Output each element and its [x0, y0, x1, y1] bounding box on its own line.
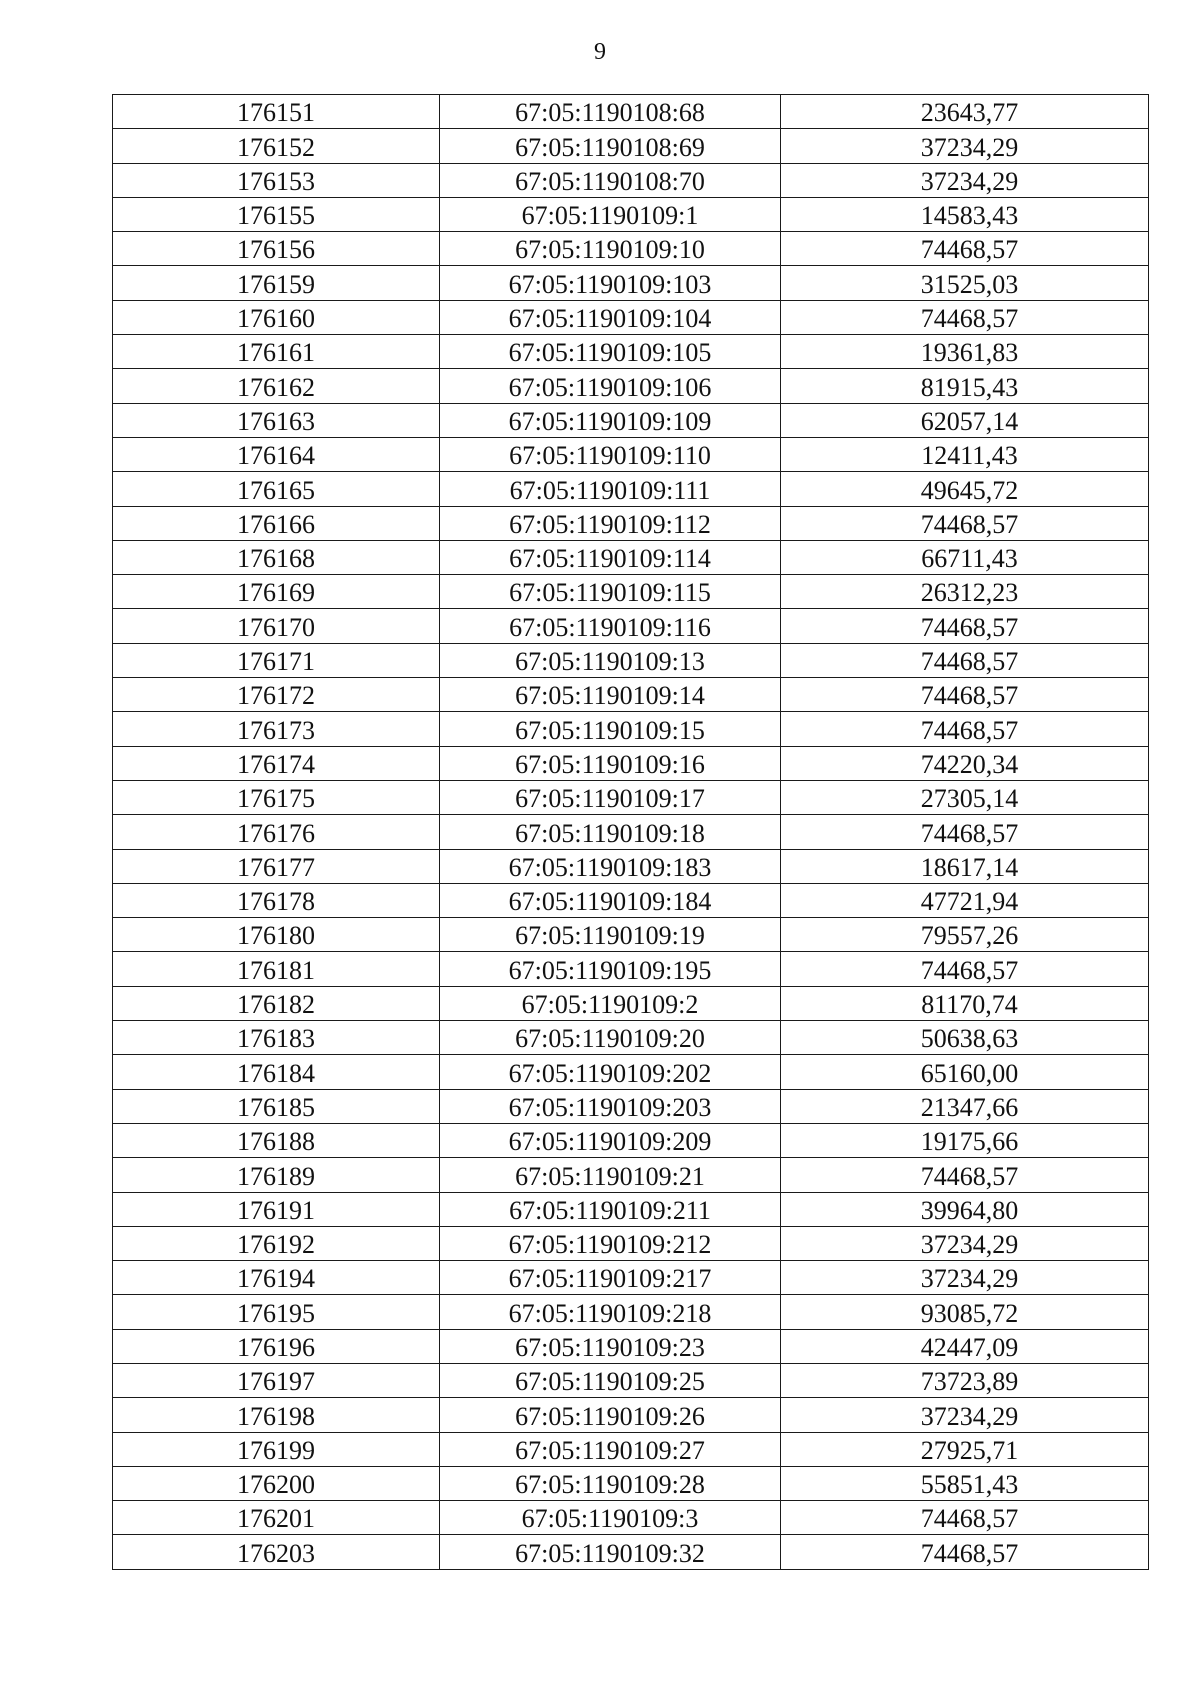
row-number-cell: 176155	[113, 197, 440, 231]
table-row	[113, 266, 1149, 300]
cadastral-value-cell: 37234,29	[781, 129, 1149, 163]
row-number-cell: 176188	[113, 1123, 440, 1157]
table-row	[113, 335, 1149, 369]
row-number-cell: 176197	[113, 1363, 440, 1397]
table-row	[113, 815, 1149, 849]
cadastral-value-cell: 74468,57	[781, 300, 1149, 334]
row-number-cell: 176178	[113, 883, 440, 917]
table-row	[113, 540, 1149, 574]
table-row	[113, 472, 1149, 506]
row-number-cell: 176183	[113, 1021, 440, 1055]
cadastral-number-cell: 67:05:1190109:14	[440, 678, 781, 712]
cadastral-number-cell: 67:05:1190109:19	[440, 918, 781, 952]
cadastral-value-cell: 19361,83	[781, 335, 1149, 369]
cadastral-value-cell: 73723,89	[781, 1363, 1149, 1397]
row-number-cell: 176161	[113, 335, 440, 369]
cadastral-value-cell: 27305,14	[781, 780, 1149, 814]
cadastral-number-cell: 67:05:1190109:32	[440, 1535, 781, 1569]
row-number-cell: 176174	[113, 746, 440, 780]
table-row	[113, 780, 1149, 814]
table-row	[113, 1055, 1149, 1089]
cadastral-value-cell: 23643,77	[781, 95, 1149, 129]
row-number-cell: 176153	[113, 163, 440, 197]
cadastral-number-cell: 67:05:1190109:218	[440, 1295, 781, 1329]
cadastral-number-cell: 67:05:1190109:26	[440, 1398, 781, 1432]
cadastral-number-cell: 67:05:1190109:112	[440, 506, 781, 540]
row-number-cell: 176198	[113, 1398, 440, 1432]
row-number-cell: 176201	[113, 1501, 440, 1535]
cadastral-value-cell: 74468,57	[781, 678, 1149, 712]
cadastral-value-cell: 27925,71	[781, 1432, 1149, 1466]
page-number: 9	[594, 39, 606, 65]
row-number-cell: 176194	[113, 1261, 440, 1295]
row-number-cell: 176175	[113, 780, 440, 814]
row-number-cell: 176185	[113, 1089, 440, 1123]
row-number-cell: 176169	[113, 575, 440, 609]
table-row	[113, 575, 1149, 609]
cadastral-number-cell: 67:05:1190109:195	[440, 952, 781, 986]
cadastral-number-cell: 67:05:1190109:23	[440, 1329, 781, 1363]
cadastral-value-cell: 37234,29	[781, 1398, 1149, 1432]
cadastral-number-cell: 67:05:1190109:21	[440, 1158, 781, 1192]
cadastral-number-cell: 67:05:1190109:211	[440, 1192, 781, 1226]
cadastral-number-cell: 67:05:1190109:10	[440, 232, 781, 266]
cadastral-value-cell: 74468,57	[781, 643, 1149, 677]
table-row	[113, 678, 1149, 712]
table-row	[113, 643, 1149, 677]
cadastral-number-cell: 67:05:1190109:3	[440, 1501, 781, 1535]
table-row	[113, 300, 1149, 334]
cadastral-value-cell: 37234,29	[781, 163, 1149, 197]
cadastral-value-cell: 26312,23	[781, 575, 1149, 609]
table-row	[113, 1432, 1149, 1466]
table-row	[113, 1021, 1149, 1055]
row-number-cell: 176166	[113, 506, 440, 540]
cadastral-value-cell: 37234,29	[781, 1261, 1149, 1295]
row-number-cell: 176191	[113, 1192, 440, 1226]
cadastral-value-cell: 74468,57	[781, 1535, 1149, 1569]
cadastral-value-cell: 74468,57	[781, 1501, 1149, 1535]
table-row	[113, 1261, 1149, 1295]
table-row	[113, 95, 1149, 129]
row-number-cell: 176196	[113, 1329, 440, 1363]
cadastral-number-cell: 67:05:1190109:209	[440, 1123, 781, 1157]
cadastral-number-cell: 67:05:1190109:28	[440, 1466, 781, 1500]
cadastral-value-cell: 79557,26	[781, 918, 1149, 952]
cadastral-number-cell: 67:05:1190109:17	[440, 780, 781, 814]
cadastral-number-cell: 67:05:1190108:68	[440, 95, 781, 129]
cadastral-value-cell: 19175,66	[781, 1123, 1149, 1157]
cadastral-number-cell: 67:05:1190109:103	[440, 266, 781, 300]
row-number-cell: 176165	[113, 472, 440, 506]
cadastral-number-cell: 67:05:1190108:69	[440, 129, 781, 163]
cadastral-number-cell: 67:05:1190109:20	[440, 1021, 781, 1055]
table-row	[113, 197, 1149, 231]
table-row	[113, 1535, 1149, 1569]
table-row	[113, 883, 1149, 917]
cadastral-value-table	[112, 94, 1149, 1570]
cadastral-value-cell: 74468,57	[781, 1158, 1149, 1192]
cadastral-number-cell: 67:05:1190109:13	[440, 643, 781, 677]
table-row	[113, 1501, 1149, 1535]
cadastral-value-cell: 14583,43	[781, 197, 1149, 231]
row-number-cell: 176168	[113, 540, 440, 574]
cadastral-value-cell: 12411,43	[781, 437, 1149, 471]
cadastral-value-cell: 49645,72	[781, 472, 1149, 506]
table-row	[113, 1226, 1149, 1260]
table-row	[113, 1089, 1149, 1123]
cadastral-number-cell: 67:05:1190109:184	[440, 883, 781, 917]
row-number-cell: 176189	[113, 1158, 440, 1192]
row-number-cell: 176184	[113, 1055, 440, 1089]
cadastral-number-cell: 67:05:1190109:27	[440, 1432, 781, 1466]
row-number-cell: 176192	[113, 1226, 440, 1260]
table-row	[113, 1329, 1149, 1363]
cadastral-value-cell: 65160,00	[781, 1055, 1149, 1089]
table-row	[113, 1295, 1149, 1329]
row-number-cell: 176181	[113, 952, 440, 986]
cadastral-number-cell: 67:05:1190109:183	[440, 849, 781, 883]
cadastral-number-cell: 67:05:1190109:115	[440, 575, 781, 609]
row-number-cell: 176173	[113, 712, 440, 746]
cadastral-value-cell: 50638,63	[781, 1021, 1149, 1055]
table-row	[113, 369, 1149, 403]
cadastral-value-cell: 74468,57	[781, 609, 1149, 643]
cadastral-value-cell: 93085,72	[781, 1295, 1149, 1329]
cadastral-number-cell: 67:05:1190109:106	[440, 369, 781, 403]
cadastral-number-cell: 67:05:1190108:70	[440, 163, 781, 197]
cadastral-number-cell: 67:05:1190109:15	[440, 712, 781, 746]
cadastral-value-cell: 62057,14	[781, 403, 1149, 437]
table-row	[113, 918, 1149, 952]
table-row	[113, 437, 1149, 471]
cadastral-number-cell: 67:05:1190109:212	[440, 1226, 781, 1260]
cadastral-value-cell: 31525,03	[781, 266, 1149, 300]
cadastral-value-cell: 66711,43	[781, 540, 1149, 574]
row-number-cell: 176170	[113, 609, 440, 643]
row-number-cell: 176182	[113, 986, 440, 1020]
row-number-cell: 176164	[113, 437, 440, 471]
row-number-cell: 176199	[113, 1432, 440, 1466]
row-number-cell: 176203	[113, 1535, 440, 1569]
row-number-cell: 176176	[113, 815, 440, 849]
table-row	[113, 1363, 1149, 1397]
table-row	[113, 1192, 1149, 1226]
table-row	[113, 1123, 1149, 1157]
cadastral-number-cell: 67:05:1190109:1	[440, 197, 781, 231]
table-row	[113, 1158, 1149, 1192]
cadastral-value-cell: 81170,74	[781, 986, 1149, 1020]
cadastral-value-cell: 55851,43	[781, 1466, 1149, 1500]
cadastral-number-cell: 67:05:1190109:110	[440, 437, 781, 471]
row-number-cell: 176180	[113, 918, 440, 952]
table-row	[113, 129, 1149, 163]
cadastral-value-cell: 74468,57	[781, 712, 1149, 746]
cadastral-value-cell: 21347,66	[781, 1089, 1149, 1123]
cadastral-number-cell: 67:05:1190109:105	[440, 335, 781, 369]
cadastral-value-cell: 18617,14	[781, 849, 1149, 883]
cadastral-value-cell: 74468,57	[781, 506, 1149, 540]
row-number-cell: 176159	[113, 266, 440, 300]
row-number-cell: 176162	[113, 369, 440, 403]
cadastral-number-cell: 67:05:1190109:109	[440, 403, 781, 437]
table-row	[113, 609, 1149, 643]
cadastral-number-cell: 67:05:1190109:18	[440, 815, 781, 849]
row-number-cell: 176195	[113, 1295, 440, 1329]
row-number-cell: 176172	[113, 678, 440, 712]
table-row	[113, 403, 1149, 437]
row-number-cell: 176200	[113, 1466, 440, 1500]
cadastral-value-cell: 42447,09	[781, 1329, 1149, 1363]
cadastral-value-cell: 47721,94	[781, 883, 1149, 917]
table-row	[113, 952, 1149, 986]
cadastral-number-cell: 67:05:1190109:111	[440, 472, 781, 506]
table-row	[113, 1466, 1149, 1500]
cadastral-number-cell: 67:05:1190109:2	[440, 986, 781, 1020]
table-row	[113, 232, 1149, 266]
cadastral-number-cell: 67:05:1190109:203	[440, 1089, 781, 1123]
cadastral-value-cell: 39964,80	[781, 1192, 1149, 1226]
row-number-cell: 176151	[113, 95, 440, 129]
cadastral-value-cell: 74468,57	[781, 815, 1149, 849]
table-row	[113, 163, 1149, 197]
cadastral-value-cell: 37234,29	[781, 1226, 1149, 1260]
table-row	[113, 746, 1149, 780]
cadastral-value-cell: 74220,34	[781, 746, 1149, 780]
cadastral-value-cell: 74468,57	[781, 232, 1149, 266]
cadastral-number-cell: 67:05:1190109:104	[440, 300, 781, 334]
table-row	[113, 849, 1149, 883]
cadastral-value-cell: 74468,57	[781, 952, 1149, 986]
row-number-cell: 176163	[113, 403, 440, 437]
cadastral-number-cell: 67:05:1190109:25	[440, 1363, 781, 1397]
row-number-cell: 176177	[113, 849, 440, 883]
table-row	[113, 986, 1149, 1020]
row-number-cell: 176152	[113, 129, 440, 163]
row-number-cell: 176156	[113, 232, 440, 266]
cadastral-number-cell: 67:05:1190109:217	[440, 1261, 781, 1295]
cadastral-value-cell: 81915,43	[781, 369, 1149, 403]
row-number-cell: 176171	[113, 643, 440, 677]
cadastral-number-cell: 67:05:1190109:116	[440, 609, 781, 643]
table-row	[113, 506, 1149, 540]
table-row	[113, 1398, 1149, 1432]
cadastral-number-cell: 67:05:1190109:114	[440, 540, 781, 574]
row-number-cell: 176160	[113, 300, 440, 334]
cadastral-number-cell: 67:05:1190109:16	[440, 746, 781, 780]
cadastral-number-cell: 67:05:1190109:202	[440, 1055, 781, 1089]
table-row	[113, 712, 1149, 746]
table-body	[113, 95, 1149, 1570]
